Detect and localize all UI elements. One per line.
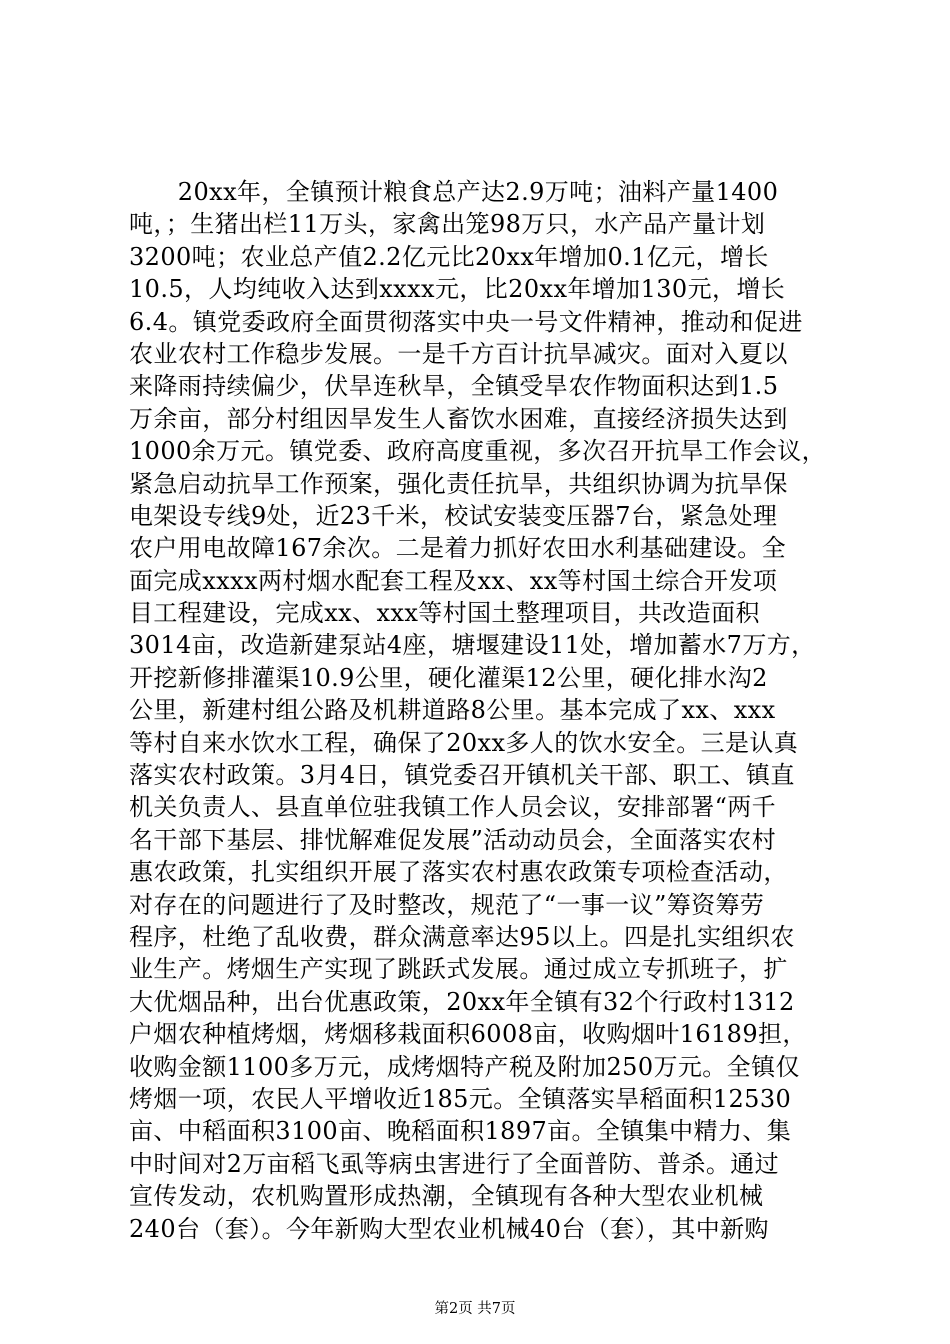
- text-line: 农户用电故障167余次。二是着力抓好农田水利基础建设。全: [129, 534, 787, 563]
- text-line: 万余亩，部分村组因旱发生人畜饮水困难，直接经济损失达到: [129, 404, 788, 433]
- text-line: 机关负责人、县直单位驻我镇工作人员会议，安排部署“两千: [129, 793, 777, 822]
- text-line: 紧急启动抗旱工作预案，强化责任抗旱，共组织协调为抗旱保: [129, 469, 788, 498]
- text-line: 亩、中稻面积3100亩、晚稻面积1897亩。全镇集中精力、集: [129, 1117, 792, 1146]
- text-line: 业生产。烤烟生产实现了跳跃式发展。通过成立专抓班子，扩: [129, 955, 788, 984]
- text-line: 户烟农种植烤烟，烤烟移栽面积6008亩，收购烟叶16189担，: [129, 1020, 807, 1049]
- text-line: 公里，新建村组公路及机耕道路8公里。基本完成了xx、xxx: [129, 696, 776, 725]
- text-line: 程序，杜绝了乱收费，群众满意率达95以上。四是扎实组织农: [129, 922, 795, 951]
- body-paragraph: [129, 176, 829, 1245]
- text-line: 中时间对2万亩稻飞虱等病虫害进行了全面普防、普杀。通过: [129, 1149, 780, 1178]
- text-line: 开挖新修排灌渠10.9公里，硬化灌渠12公里，硬化排水沟2: [129, 663, 768, 692]
- text-line: 等村自来水饮水工程，确保了20xx多人的饮水安全。三是认真: [129, 728, 799, 757]
- text-line: 大优烟品种，出台优惠政策，20xx年全镇有32个行政村1312: [129, 987, 795, 1016]
- text-line: 落实农村政策。3月4日，镇党委召开镇机关干部、职工、镇直: [129, 761, 795, 790]
- text-line: 收购金额1100多万元，成烤烟特产税及附加250万元。全镇仅: [129, 1052, 800, 1081]
- text-line: 1000余万元。镇党委、政府高度重视，多次召开抗旱工作会议，: [129, 437, 827, 466]
- page-footer: 第2页 共7页: [434, 1301, 516, 1317]
- text-line: 农业农村工作稳步发展。一是千方百计抗旱减灾。面对入夏以: [129, 339, 788, 368]
- text-line: 来降雨持续偏少，伏旱连秋旱，全镇受旱农作物面积达到1.5: [129, 372, 779, 401]
- text-line: 20xx年，全镇预计粮食总产达2.9万吨；油料产量1400: [129, 178, 779, 206]
- text-line: 宣传发动，农机购置形成热潮，全镇现有各种大型农业机械: [129, 1182, 764, 1211]
- text-line: 对存在的问题进行了及时整改，规范了“一事一议”筹资筹劳: [129, 890, 765, 919]
- text-line: 名干部下基层、排忧解难促发展”活动动员会，全面落实农村: [129, 825, 777, 854]
- text-line: 惠农政策，扎实组织开展了落实农村惠农政策专项检查活动，: [129, 858, 788, 887]
- text-line: 目工程建设，完成xx、xxx等村国土整理项目，共改造面积: [129, 599, 760, 628]
- text-line: 3014亩，改造新建泵站4座，塘堰建设11处，增加蓄水7万方，: [129, 631, 816, 660]
- text-line: 6.4。镇党委政府全面贯彻落实中央一号文件精神，推动和促进: [129, 307, 803, 336]
- text-line: 面完成xxxx两村烟水配套工程及xx、xx等村国土综合开发项: [129, 566, 778, 595]
- text-line: 3200吨；农业总产值2.2亿元比20xx年增加0.1亿元，增长: [129, 242, 769, 271]
- text-line: 吨，；生猪出栏11万头，家禽出笼98万只，水产品产量计划: [129, 210, 766, 239]
- text-line: 10.5，人均纯收入达到xxxx元，比20xx年增加130元，增长: [129, 275, 786, 304]
- text-line: 电架设专线9处，近23千米，校试安装变压器7台，紧急处理: [129, 501, 778, 530]
- text-line: 240台（套）。今年新购大型农业机械40台（套），其中新购: [129, 1214, 769, 1243]
- text-line: 烤烟一项，农民人平增收近185元。全镇落实旱稻面积12530: [129, 1084, 792, 1113]
